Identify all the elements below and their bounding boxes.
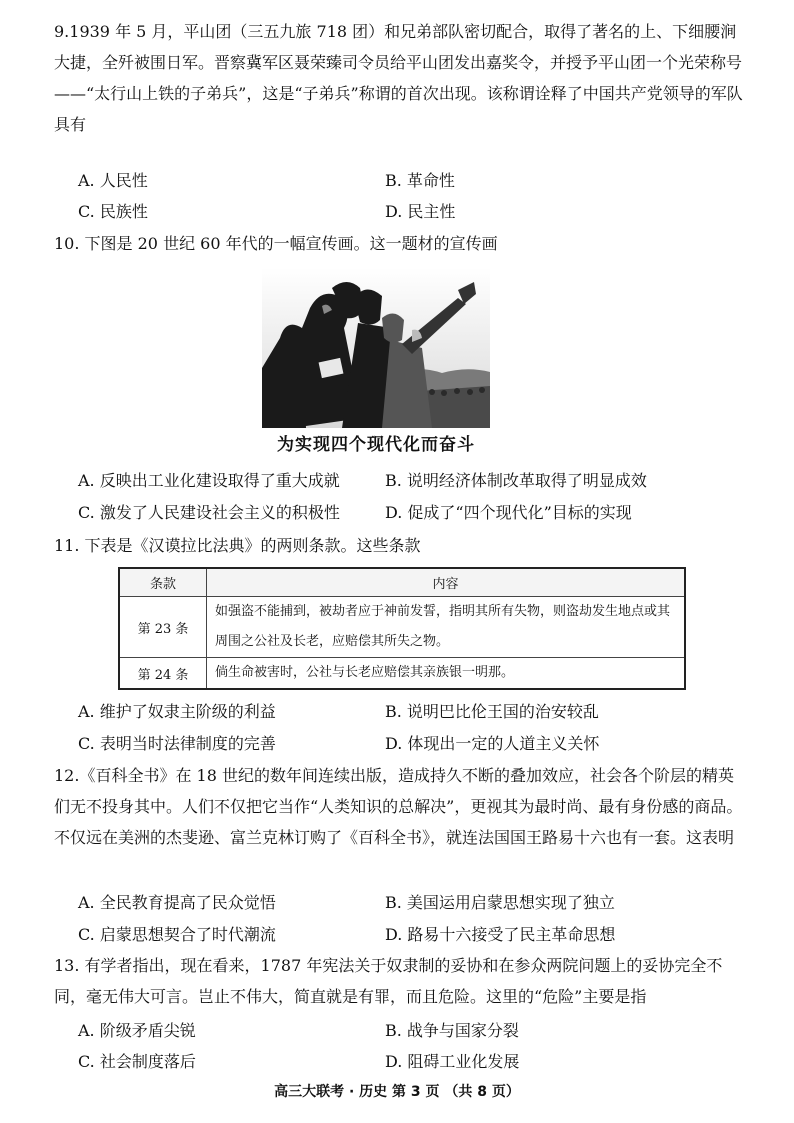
- option-9a[interactable]: A. 人民性: [78, 171, 148, 190]
- question-10-stem: 10. 下图是 20 世纪 60 年代的一幅宣传画。这一题材的宣传画: [54, 234, 498, 253]
- option-10a[interactable]: A. 反映出工业化建设取得了重大成就: [78, 471, 340, 490]
- option-13a[interactable]: A. 阶级矛盾尖锐: [78, 1021, 196, 1040]
- option-12c[interactable]: C. 启蒙思想契合了时代潮流: [78, 925, 276, 944]
- poster-caption: 为实现四个现代化而奋斗: [277, 435, 475, 455]
- option-10b[interactable]: B. 说明经济体制改革取得了明显成效: [385, 471, 647, 490]
- table-header-clause: 条款: [119, 568, 207, 597]
- table-row: [119, 597, 685, 658]
- question-13-stem: 13. 有学者指出，现在看来，1787 年宪法关于奴隶制的妥协和在参众两院问题上的妥协完全不同，毫无伟大可言。岂止不伟大，简直就是有罪，而且危险。这里的“危险”主要是指: [54, 956, 723, 1006]
- option-11c[interactable]: C. 表明当时法律制度的完善: [78, 734, 276, 753]
- table-cell-content: 倘生命被害时，公社与长老应赔偿其亲族银一明那。: [207, 658, 686, 690]
- option-13d[interactable]: D. 阻碍工业化发展: [385, 1052, 520, 1071]
- option-13b[interactable]: B. 战争与国家分裂: [385, 1021, 519, 1040]
- page-footer: 高三大联考 · 历史 第 3 页 （共 8 页）: [274, 1084, 520, 1100]
- table-cell-clause: 第 24 条: [119, 658, 207, 690]
- question-13: [54, 950, 744, 1012]
- option-9d[interactable]: D. 民主性: [385, 202, 456, 221]
- question-9: [54, 16, 744, 140]
- table-header-row: [119, 568, 685, 597]
- option-12b[interactable]: B. 美国运用启蒙思想实现了独立: [385, 893, 615, 912]
- table-header-content: 内容: [207, 568, 686, 597]
- table-row: [119, 658, 685, 690]
- option-10c[interactable]: C. 激发了人民建设社会主义的积极性: [78, 503, 340, 522]
- option-10d[interactable]: D. 促成了“四个现代化”目标的实现: [385, 503, 632, 522]
- table-cell-content: 如强盗不能捕到，被劫者应于神前发誓，指明其所有失物，则盗劫发生地点或其周围之公社及长老，应赔偿其所失之物。: [207, 597, 686, 658]
- poster-illustration: [262, 268, 490, 428]
- option-11b[interactable]: B. 说明巴比伦王国的治安较乱: [385, 702, 599, 721]
- option-11a[interactable]: A. 维护了奴隶主阶级的利益: [78, 702, 276, 721]
- option-9c[interactable]: C. 民族性: [78, 202, 148, 221]
- question-12: [54, 760, 744, 853]
- option-13c[interactable]: C. 社会制度落后: [78, 1052, 196, 1071]
- option-9b[interactable]: B. 革命性: [385, 171, 455, 190]
- table-cell-clause: 第 23 条: [119, 597, 207, 658]
- option-12d[interactable]: D. 路易十六接受了民主革命思想: [385, 925, 616, 944]
- propaganda-poster: [262, 268, 490, 458]
- hammurabi-table: [118, 567, 686, 690]
- option-11d[interactable]: D. 体现出一定的人道主义关怀: [385, 734, 600, 753]
- question-11-stem: 11. 下表是《汉谟拉比法典》的两则条款。这些条款: [54, 536, 421, 555]
- question-12-stem: 12.《百科全书》在 18 世纪的数年间连续出版，造成持久不断的叠加效应，社会各个阶层的精英们无不投身其中。人们不仅把它当作“人类知识的总解决”，更视其为最时尚、最有身份感的商品。不仅远在美洲的杰斐逊、富兰克林订购了《百科全书》，就连法国国王路易十六也有一套。这表明: [54, 766, 743, 847]
- option-12a[interactable]: A. 全民教育提高了民众觉悟: [78, 893, 276, 912]
- question-9-stem: 9.1939 年 5 月，平山团（三五九旅 718 团）和兄弟部队密切配合，取得了著名的上、下细腰涧大捷，全歼被围日军。晋察冀军区聂荣臻司令员给平山团发出嘉奖令，并授予平山团一个光荣称号——“太行山上铁的子弟兵”，这是“子弟兵”称谓的首次出现。该称谓诠释了中国共产党领导的军队具有: [54, 22, 743, 134]
- question-10: [54, 228, 744, 259]
- question-11: [54, 530, 744, 561]
